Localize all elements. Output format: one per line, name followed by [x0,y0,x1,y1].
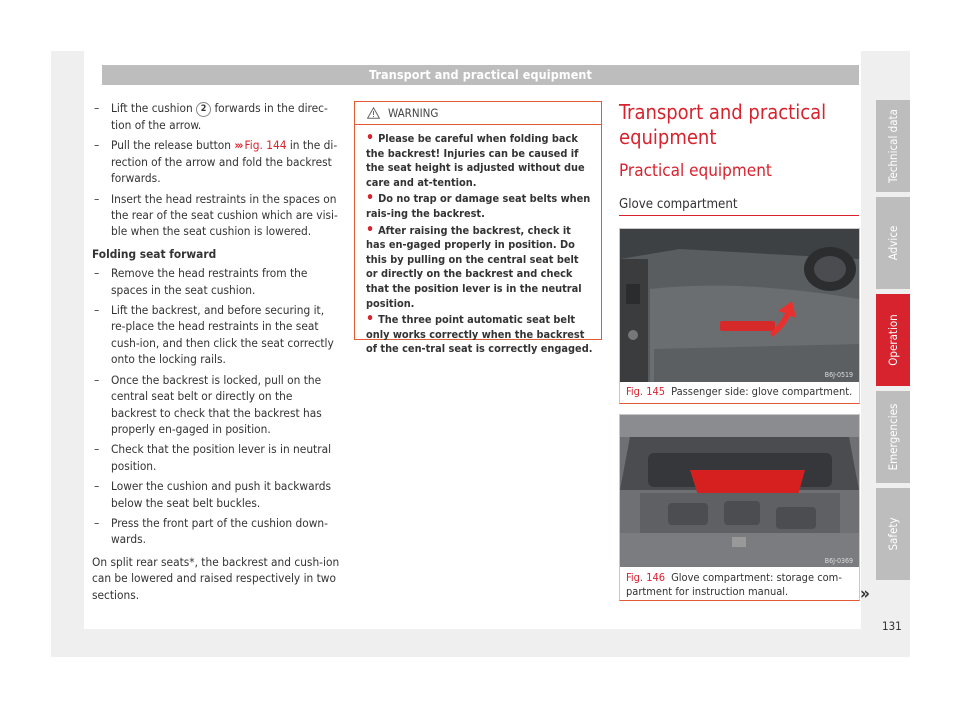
bullet-icon: • [366,190,375,207]
chapter-title: Transport and practical equipment [619,100,827,149]
list-item: • After raising the backrest, check it has en-gaged properly in position. Do this by pulling on the central seat belt or directly on the backrest and check that the position lever is in the neutral position. [366,221,582,310]
figure-145 [619,228,860,404]
figure-146 [619,414,860,601]
tab-advice[interactable]: Advice [876,197,910,289]
warning-box [354,101,602,356]
warning-header [355,102,601,125]
figure-reference-link[interactable]: Fig. 144 [244,138,287,153]
subheading: Folding seat forward [92,246,217,261]
list-item: – Lift the backrest, and before securing it, re-place the head restraints in the seat cush-ion, and then click the seat correctly onto the locking rails. [92,302,340,368]
section-subtitle: Practical equipment [619,161,772,181]
list-item: – Remove the head restraints from the spaces in the seat cushion. [92,265,340,298]
warning-title: WARNING [388,106,439,120]
divider [619,215,859,216]
list-item: – Pull the release button ››› Fig. 144 in the di-rection of the arrow and fold the backrest forwards. [92,137,340,186]
list-item: • The three point automatic seat belt only works correctly when the backrest of the cen-tral seat is correctly engaged. [366,311,593,356]
callout-number: 2 [196,102,211,117]
step-list-b [92,265,340,548]
bullet-icon: • [366,221,375,238]
step-list-a [92,100,340,240]
glove-compartment-photo [620,229,859,382]
bullet-icon: • [366,311,375,328]
list-item: – Lower the cushion and push it backwards below the seat belt buckles. [92,478,340,511]
image-code: B6J-0369 [824,557,853,565]
reference-arrows: ››› [234,138,242,153]
warning-list [355,131,601,357]
paragraph: On split rear seats*, the backrest and cush-ion can be lowered and raised respectively in two sections. [92,554,340,602]
tab-technical-data[interactable]: Technical data [876,100,910,192]
continue-marker: » [860,584,867,604]
page-number: 131 [882,619,902,633]
list-item: • Please be careful when folding back the backrest! Injuries can be caused if the seat height is adjusted without due care and at-tention. [366,130,585,189]
topic-title: Glove compartment [619,197,738,212]
bullet-icon: • [366,130,375,146]
list-item: – Lift the cushion 2 forwards in the direc-tion of the arrow. [92,100,340,133]
list-item: – Press the front part of the cushion down-wards. [92,515,340,548]
tab-emergencies[interactable]: Emergencies [876,391,910,483]
image-code: B6J-0519 [824,371,853,379]
figure-caption: Fig. 145 Passenger side: glove compartment. [626,385,853,398]
list-item: – Insert the head restraints in the spaces on the rear of the seat cushion which are visi-ble when the seat cushion is lowered. [92,191,340,240]
page-header: Transport and practical equipment [102,65,859,85]
list-item: • Do no trap or damage seat belts when rais-ing the backrest. [366,190,591,220]
tab-operation[interactable]: Operation [876,294,910,386]
figure-caption: Fig. 146 Glove compartment: storage com-partment for instruction manual. [626,571,842,598]
tab-safety[interactable]: Safety [876,488,910,580]
glove-compartment-open-photo [620,415,859,567]
list-item: – Once the backrest is locked, pull on the central seat belt or directly on the backrest to check that the backrest has properly en-gaged in position. [92,372,340,438]
left-column [92,100,340,603]
warning-icon [367,104,380,126]
list-item: – Check that the position lever is in neutral position. [92,441,340,474]
